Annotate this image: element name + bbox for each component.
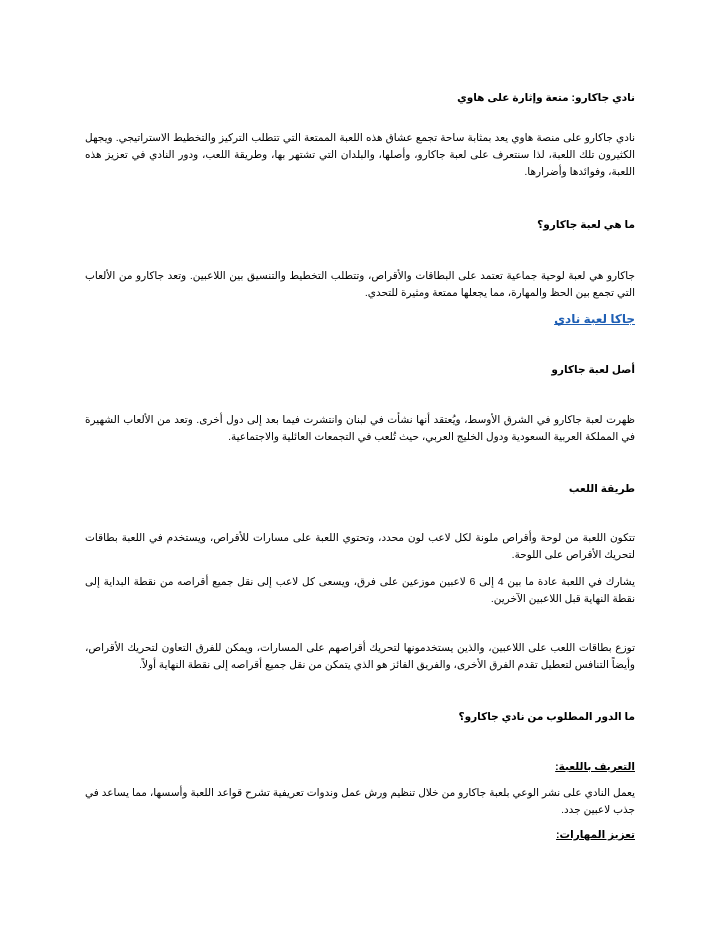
section-heading-origin: أصل لعبة جاكارو	[551, 364, 635, 376]
page-title: نادي جاكارو: متعة وإثارة على هاوي	[457, 92, 635, 104]
subheading-skills: تعزيز المهارات:	[556, 829, 635, 841]
gameplay-paragraph-3: توزع بطاقات اللعب على اللاعبين، والذين يستخدمونها لتحريك أقراصهم على المسارات، ويمكن للفرق التعاون لتحريك الأقراص، وأيضاً التنافس لتعطيل تقدم الفرق الأخرى، والفريق الفائز هو الذي يتمكن من نقل جميع أقراصه إلى نقطة النهاية أولاً.	[85, 642, 635, 671]
jaka-game-link[interactable]: جاكا لعبة نادي	[554, 312, 635, 326]
section-text-what: جاكارو هي لعبة لوحية جماعية تعتمد على البطاقات والأقراص، وتتطلب التخطيط والتنسيق بين اللاعبين. وتعد جاكارو من الألعاب التي تجمع بين الحظ والمهارة، مما يجعلها ممتعة ومثيرة للتحدي.	[85, 270, 635, 299]
section-heading-gameplay: طريقة اللعب	[568, 483, 635, 495]
gameplay-paragraph-1: تتكون اللعبة من لوحة وأقراص ملونة لكل لاعب لون محدد، وتحتوي اللعبة على مسارات للأقراص، ويستخدم في اللعبة بطاقات لتحريك الأقراص على اللوحة.	[85, 532, 635, 561]
document-page	[85, 0, 635, 931]
section-text-origin: ظهرت لعبة جاكارو في الشرق الأوسط، ويُعتقد أنها نشأت في لبنان وانتشرت فيما بعد إلى دول أخرى. وتعد من الألعاب الشهيرة في المملكة العربية السعودية ودول الخليج العربي، حيث تُلعب في التجمعات العائلية والاجتماعية.	[85, 414, 635, 443]
section-heading-what: ما هي لعبة جاكارو؟	[537, 219, 635, 231]
section-heading-role: ما الدور المطلوب من نادي جاكارو؟	[458, 711, 635, 723]
intro-paragraph: نادي جاكارو على منصة هاوي يعد بمثابة ساحة تجمع عشاق هذه اللعبة الممتعة التي تتطلب التركيز والتخطيط الاستراتيجي. ويجهل الكثيرون تلك اللعبة، لذا سنتعرف على لعبة جاكارو، وأصلها، والبلدان التي تشتهر بها، وطريقة اللعب، ودور النادي في تعزيز هذه اللعبة، وفوائدها وأضرارها.	[85, 132, 635, 178]
gameplay-paragraph-2: يشارك في اللعبة عادة ما بين 4 إلى 6 لاعبين موزعين على فرق، ويسعى كل لاعب إلى نقل جميع أقراصه من نقطة البداية إلى نقطة النهاية قبل اللاعبين الآخرين.	[85, 576, 636, 605]
introduction-text: يعمل النادي على نشر الوعي بلعبة جاكارو من خلال تنظيم ورش عمل وندوات تعريفية تشرح قواعد اللعبة وأسسها، مما يساعد في جذب لاعبين جدد.	[85, 787, 635, 816]
subheading-introduction: التعريف باللعبة:	[555, 761, 635, 773]
